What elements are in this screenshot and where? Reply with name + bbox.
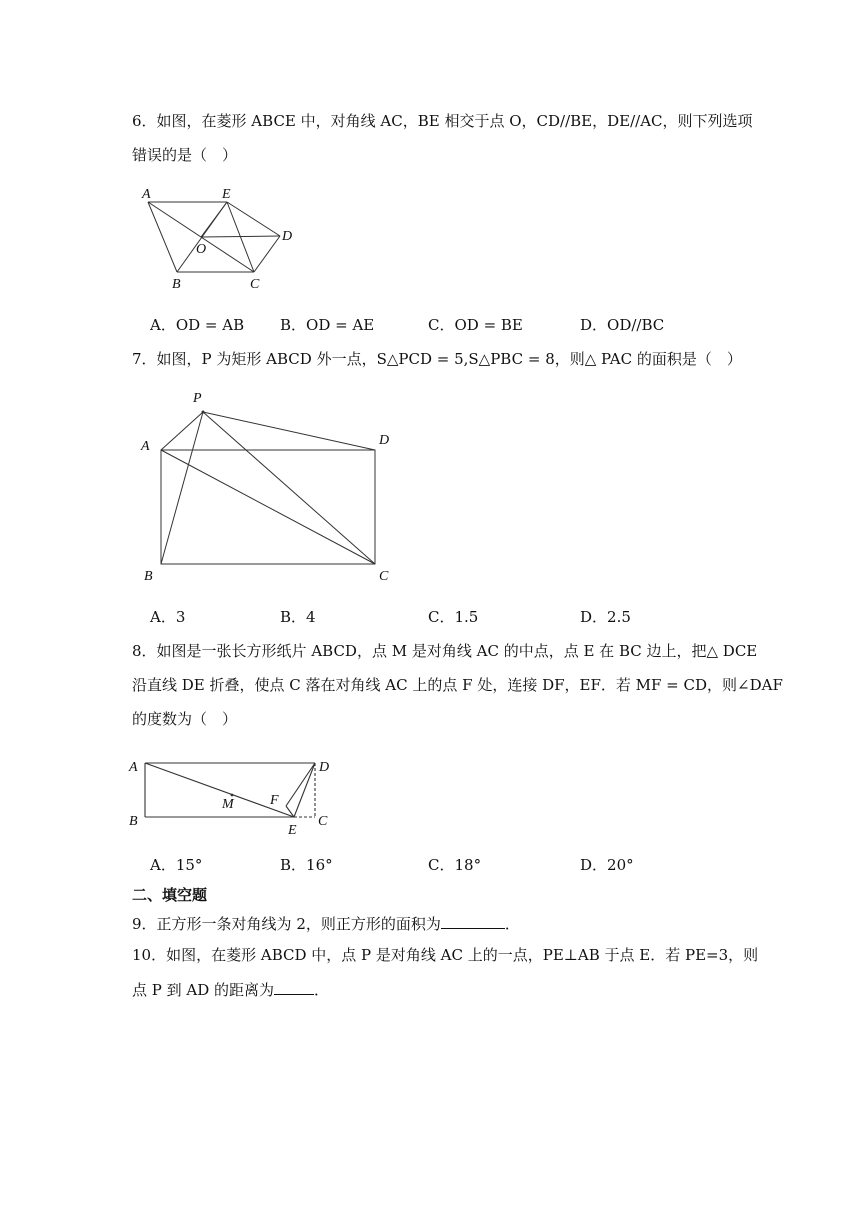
q7-option-b[interactable]: B．4 [280,608,316,626]
q8-option-b[interactable]: B．16° [280,856,333,874]
q8-stem-line3: 的度数为（ ） [132,710,238,728]
q7-label-b: B [144,569,153,584]
q7-option-c[interactable]: C．1.5 [428,608,479,626]
q8-label-m: M [222,797,234,812]
q7-label-c: C [379,569,389,584]
q6-figure [130,180,310,295]
q8-option-d[interactable]: D．20° [580,856,634,874]
q7-option-a[interactable]: A．3 [150,608,186,626]
q8-stem-line1: 8．如图是一张长方形纸片 ABCD，点 M 是对角线 AC 的中点，点 E 在 BC 边上，把△ DCE [132,642,758,660]
q7-label-p: P [193,391,202,406]
q7-figure [138,388,398,588]
q8-stem-line2: 沿直线 DE 折叠，使点 C 落在对角线 AC 上的点 F 处，连接 DF，EF．若 MF = CD，则∠DAF [132,676,783,694]
q6-label-e: E [222,187,231,202]
q8-label-f: F [270,793,279,808]
section-heading: 二、填空题 [132,886,208,904]
q6-label-d: D [282,229,293,244]
q8-label-d: D [319,760,330,775]
q8-option-a[interactable]: A．15° [150,856,203,874]
q8-label-b: B [129,814,138,829]
q6-label-o: O [196,242,207,257]
q7-label-a: A [141,439,150,454]
q6-stem-line1: 6．如图，在菱形 ABCE 中，对角线 AC，BE 相交于点 O，CD//BE，DE//AC，则下列选项 [132,112,753,130]
q9-stem [132,912,520,935]
q7-stem-line1: 7．如图，P 为矩形 ABCD 外一点，S△PCD = 5,S△PBC = 8，则△ PAC 的面积是（ ） [132,350,742,368]
q8-label-a: A [129,760,138,775]
q6-label-c: C [250,277,260,292]
q6-option-d[interactable]: D．OD//BC [580,316,665,334]
q9-end: ． [504,915,520,933]
q6-option-a[interactable]: A．OD = AB [150,316,245,334]
q6-label-b: B [172,277,181,292]
q6-label-a: A [142,187,151,202]
q6-option-c[interactable]: C．OD = BE [428,316,523,334]
q9-answer-blank[interactable] [441,912,505,929]
q10-end: ． [314,981,330,999]
q10-text: 点 P 到 AD 的距离为 [132,981,275,999]
q8-option-c[interactable]: C．18° [428,856,482,874]
q8-label-e: E [288,823,297,838]
q9-text: 9．正方形一条对角线为 2，则正方形的面积为 [132,915,441,933]
q6-option-b[interactable]: B．OD = AE [280,316,375,334]
q7-option-d[interactable]: D．2.5 [580,608,631,626]
q8-figure [126,754,346,839]
q8-label-c: C [318,814,328,829]
q10-stem-line1: 10．如图，在菱形 ABCD 中，点 P 是对角线 AC 上的一点，PE⊥AB 于点 E．若 PE=3，则 [132,946,759,964]
q7-label-d: D [379,433,390,448]
q10-answer-blank[interactable] [274,978,314,995]
q6-stem-line2: 错误的是（ ） [132,146,238,164]
q10-stem-line2 [132,978,329,1001]
